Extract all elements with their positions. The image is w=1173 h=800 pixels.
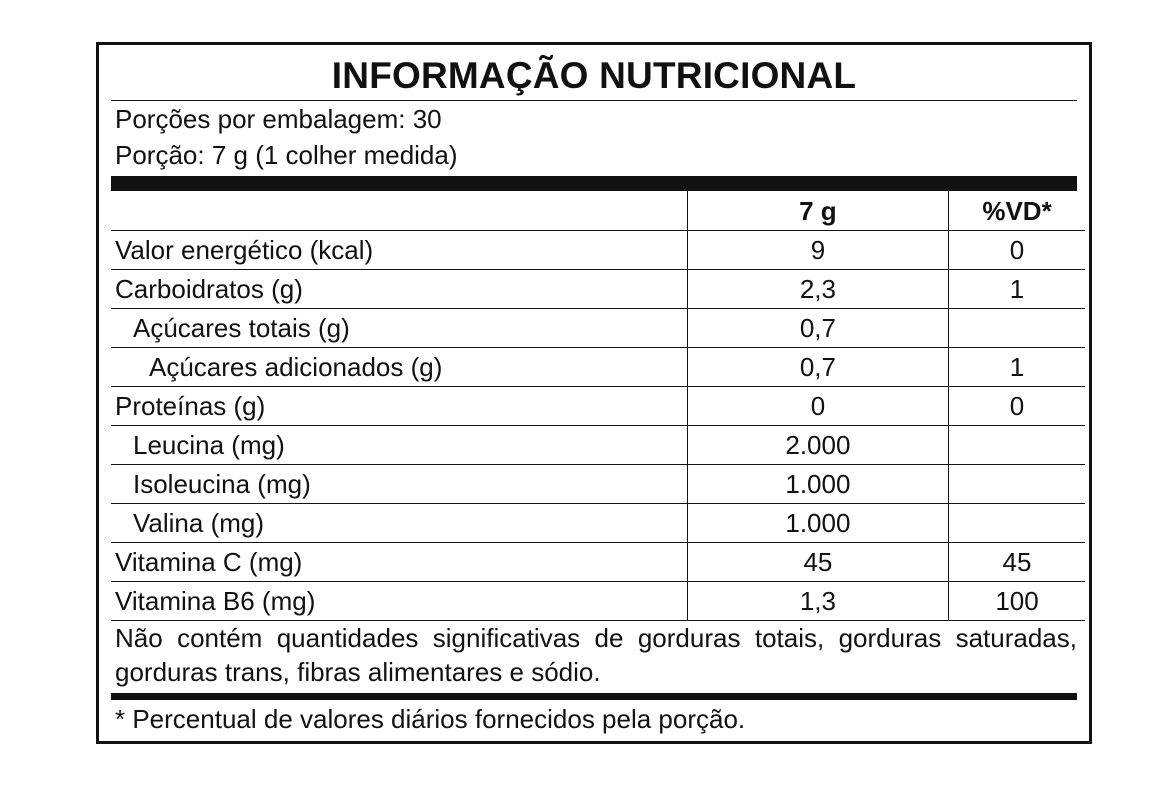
label-inner [111,45,1077,741]
nutrient-daily-value [949,504,1085,543]
nutrient-daily-value [949,309,1085,348]
servings-per-package: Porções por embalagem: 30 [115,104,442,134]
nutrient-name: Açúcares adicionados (g) [111,348,687,387]
nutrient-amount: 1.000 [687,465,948,504]
header-nutrient [111,191,687,231]
header-amount: 7 g [687,191,948,231]
nutrient-daily-value: 1 [949,348,1085,387]
table-row [111,543,1085,582]
nutrient-amount: 1.000 [687,504,948,543]
nutrient-amount: 2.000 [687,426,948,465]
table-header-row [111,191,1085,231]
nutrient-name: Vitamina C (mg) [111,543,687,582]
nutrient-name: Proteínas (g) [111,387,687,426]
nutrient-name: Carboidratos (g) [111,270,687,309]
table-row [111,387,1085,426]
table-row [111,582,1085,621]
nutrient-name: Leucina (mg) [111,426,687,465]
serving-size: Porção: 7 g (1 colher medida) [115,140,458,170]
not-significant-note: Não contém quantidades significativas de gorduras totais, gorduras saturadas, gorduras trans, fibras alimentares e sódio. [115,623,1077,687]
nutrient-daily-value: 1 [949,270,1085,309]
nutrient-daily-value: 100 [949,582,1085,621]
bottom-divider [111,693,1077,700]
nutrient-daily-value: 45 [949,543,1085,582]
table-row [111,504,1085,543]
nutrient-daily-value [949,465,1085,504]
nutrient-table [111,191,1085,621]
table-row [111,348,1085,387]
nutrient-daily-value: 0 [949,387,1085,426]
table-row [111,309,1085,348]
nutrient-amount: 0,7 [687,348,948,387]
nutrient-amount: 45 [687,543,948,582]
table-row [111,465,1085,504]
nutrient-name: Valor energético (kcal) [111,231,687,270]
nutrient-amount: 1,3 [687,582,948,621]
nutrient-name: Valina (mg) [111,504,687,543]
nutrient-amount: 0 [687,387,948,426]
nutrient-amount: 9 [687,231,948,270]
nutrition-facts-label [96,42,1092,744]
nutrient-amount: 0,7 [687,309,948,348]
nutrient-name: Açúcares totais (g) [111,309,687,348]
nutrient-daily-value [949,426,1085,465]
label-title: INFORMAÇÃO NUTRICIONAL [331,55,857,96]
nutrient-daily-value: 0 [949,231,1085,270]
thick-divider [111,176,1077,191]
header-daily-value: %VD* [949,191,1085,231]
nutrient-amount: 2,3 [687,270,948,309]
table-row [111,270,1085,309]
table-row [111,231,1085,270]
table-row [111,426,1085,465]
nutrient-name: Isoleucina (mg) [111,465,687,504]
daily-value-footnote: * Percentual de valores diários fornecidos pela porção. [115,704,746,734]
nutrient-name: Vitamina B6 (mg) [111,582,687,621]
